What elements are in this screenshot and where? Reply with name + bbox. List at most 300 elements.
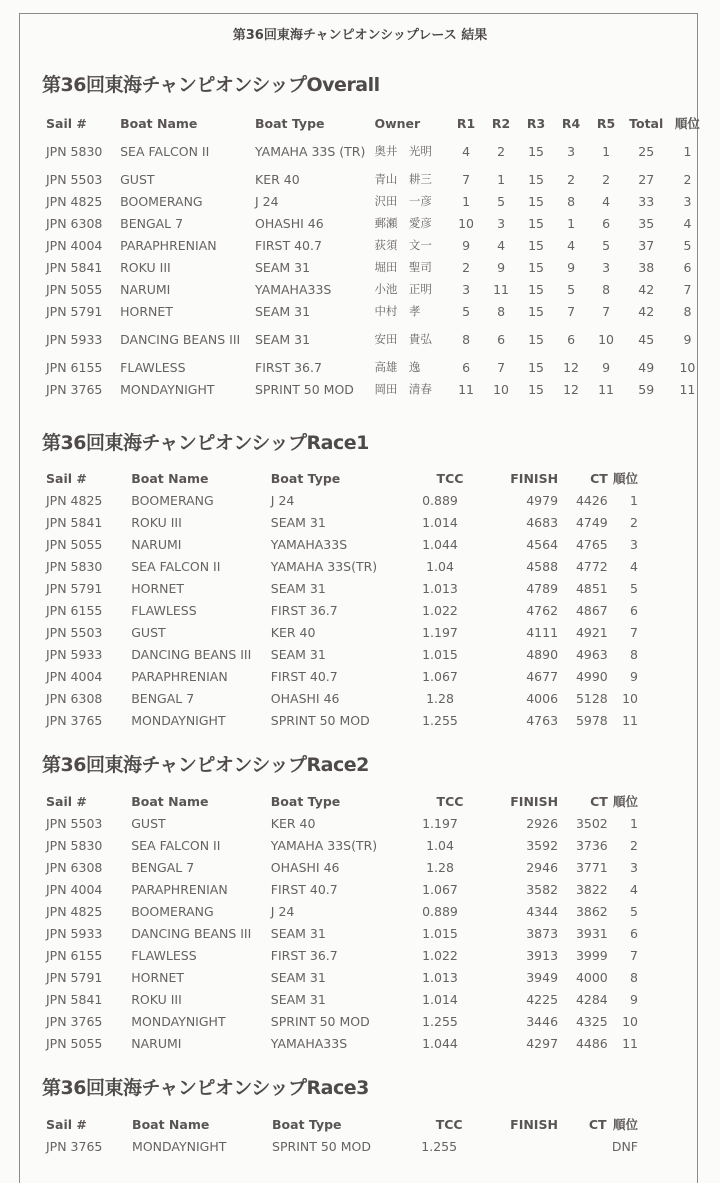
cell-rank: 10 bbox=[622, 1013, 638, 1029]
cell-rank: 6 bbox=[630, 602, 638, 618]
cell-r5: 1 bbox=[602, 143, 611, 159]
column-header-tcc: TCC bbox=[436, 470, 464, 486]
cell-sail-number: JPN 3765 bbox=[46, 381, 103, 397]
cell-r3: 15 bbox=[528, 259, 545, 275]
cell-tcc: 1.197 bbox=[422, 624, 458, 640]
cell-finish: 4789 bbox=[526, 580, 559, 596]
cell-boat-name: MONDAYNIGHT bbox=[132, 1138, 227, 1154]
table-row bbox=[46, 356, 706, 378]
cell-rank: 8 bbox=[630, 646, 638, 662]
column-header-r4: R4 bbox=[561, 115, 581, 131]
cell-finish: 4006 bbox=[526, 690, 559, 706]
cell-rank: 3 bbox=[630, 536, 638, 552]
cell-ct: 5978 bbox=[575, 712, 608, 728]
cell-rank: 4 bbox=[683, 215, 692, 231]
cell-r5: 11 bbox=[598, 381, 615, 397]
cell-ct: 3862 bbox=[575, 903, 608, 919]
cell-r1: 7 bbox=[462, 171, 471, 187]
column-header-tcc: TCC bbox=[435, 1116, 463, 1132]
cell-finish: 4225 bbox=[526, 991, 559, 1007]
cell-tcc: 1.013 bbox=[422, 580, 458, 596]
cell-boat-name: ROKU III bbox=[120, 259, 171, 275]
cell-rank: 9 bbox=[683, 331, 692, 347]
cell-tcc: 1.013 bbox=[422, 969, 458, 985]
table-row bbox=[46, 900, 638, 922]
cell-rank: 2 bbox=[630, 837, 638, 853]
table-row bbox=[46, 621, 638, 643]
cell-r4: 3 bbox=[567, 143, 576, 159]
cell-sail-number: JPN 6308 bbox=[46, 690, 103, 706]
cell-rank: 8 bbox=[630, 969, 638, 985]
cell-finish: 3873 bbox=[526, 925, 559, 941]
cell-tcc: 1.197 bbox=[422, 815, 458, 831]
cell-boat-type: SPRINT 50 MOD bbox=[270, 1013, 370, 1029]
cell-tcc: 1.04 bbox=[426, 837, 454, 853]
cell-finish: 4588 bbox=[526, 558, 559, 574]
cell-tcc: 1.28 bbox=[426, 690, 454, 706]
column-header-r3: R3 bbox=[526, 115, 546, 131]
cell-tcc: 1.022 bbox=[422, 947, 458, 963]
cell-ct bbox=[558, 1135, 607, 1157]
cell-sail-number: JPN 5791 bbox=[46, 580, 103, 596]
cell-boat-type: SPRINT 50 MOD bbox=[255, 381, 354, 397]
cell-rank: 10 bbox=[679, 359, 696, 375]
column-header-finish: FINISH bbox=[510, 1116, 558, 1132]
cell-boat-type: YAMAHA 33S (TR) bbox=[255, 143, 366, 159]
cell-rank: 3 bbox=[630, 859, 638, 875]
cell-boat-name: MONDAYNIGHT bbox=[120, 381, 215, 397]
cell-total: 38 bbox=[638, 259, 655, 275]
cell-boat-type: SEAM 31 bbox=[255, 303, 311, 319]
cell-r1: 11 bbox=[458, 381, 475, 397]
table-row bbox=[46, 812, 638, 834]
cell-ct: 3999 bbox=[575, 947, 608, 963]
cell-rank: 5 bbox=[683, 237, 692, 253]
cell-tcc: 0.889 bbox=[422, 903, 458, 919]
cell-tcc: 1.044 bbox=[422, 1035, 458, 1051]
cell-tcc: 1.015 bbox=[422, 925, 458, 941]
table-row bbox=[46, 555, 638, 577]
cell-boat-type: YAMAHA 33S(TR) bbox=[270, 558, 378, 574]
cell-rank: DNF bbox=[611, 1138, 638, 1154]
table-row bbox=[46, 665, 638, 687]
cell-rank: 6 bbox=[683, 259, 692, 275]
cell-rank: 10 bbox=[622, 690, 638, 706]
cell-boat-name: GUST bbox=[131, 815, 166, 831]
race2-section-title: 第36回東海チャンピオンシップRace2 bbox=[42, 754, 369, 776]
cell-rank: 4 bbox=[630, 881, 638, 897]
cell-boat-type: YAMAHA33S bbox=[270, 1035, 348, 1051]
cell-r4: 5 bbox=[567, 281, 576, 297]
column-header-ct: CT bbox=[590, 793, 608, 809]
cell-r3: 15 bbox=[528, 143, 545, 159]
cell-ct: 4000 bbox=[575, 969, 608, 985]
cell-tcc: 1.015 bbox=[422, 646, 458, 662]
cell-finish: 4564 bbox=[526, 536, 559, 552]
cell-boat-type: YAMAHA33S bbox=[255, 281, 332, 297]
column-header-total: Total bbox=[629, 115, 664, 131]
cell-sail-number: JPN 5503 bbox=[46, 815, 103, 831]
cell-r4: 4 bbox=[567, 237, 576, 253]
cell-finish bbox=[488, 1135, 558, 1157]
cell-r5: 5 bbox=[602, 237, 611, 253]
cell-rank: 5 bbox=[630, 903, 638, 919]
cell-boat-name: BENGAL 7 bbox=[131, 859, 195, 875]
cell-sail-number: JPN 5791 bbox=[46, 969, 103, 985]
cell-boat-type: FIRST 40.7 bbox=[255, 237, 322, 253]
table-row bbox=[46, 168, 706, 190]
cell-finish: 4111 bbox=[526, 624, 559, 640]
cell-boat-name: BOOMERANG bbox=[120, 193, 203, 209]
cell-total: 42 bbox=[638, 303, 655, 319]
cell-r3: 15 bbox=[528, 215, 545, 231]
cell-rank: 6 bbox=[630, 925, 638, 941]
cell-owner: 中村 孝 bbox=[374, 304, 421, 318]
cell-r5: 3 bbox=[602, 259, 611, 275]
cell-boat-name: BOOMERANG bbox=[131, 492, 214, 508]
cell-boat-type: SEAM 31 bbox=[270, 991, 326, 1007]
cell-r5: 6 bbox=[602, 215, 611, 231]
cell-boat-name: SEA FALCON II bbox=[120, 143, 210, 159]
cell-boat-type: SEAM 31 bbox=[270, 514, 326, 530]
cell-r2: 3 bbox=[497, 215, 506, 231]
cell-sail-number: JPN 4004 bbox=[46, 237, 103, 253]
cell-boat-name: BENGAL 7 bbox=[131, 690, 195, 706]
table-row bbox=[46, 134, 706, 168]
cell-boat-type: FIRST 36.7 bbox=[270, 602, 338, 618]
column-header-boat-name: Boat Name bbox=[120, 115, 198, 131]
cell-boat-name: HORNET bbox=[120, 303, 173, 319]
cell-sail-number: JPN 5933 bbox=[46, 646, 103, 662]
cell-sail-number: JPN 5933 bbox=[46, 331, 103, 347]
cell-rank: 7 bbox=[683, 281, 692, 297]
table-row bbox=[46, 300, 706, 322]
cell-r2: 8 bbox=[497, 303, 506, 319]
cell-boat-name: PARAPHRENIAN bbox=[131, 668, 228, 684]
column-header-boat-name: Boat Name bbox=[131, 470, 209, 486]
cell-boat-name: DANCING BEANS III bbox=[131, 646, 252, 662]
cell-finish: 3446 bbox=[526, 1013, 559, 1029]
cell-ct: 3931 bbox=[575, 925, 608, 941]
cell-boat-type: OHASHI 46 bbox=[255, 215, 324, 231]
table-row bbox=[46, 190, 706, 212]
cell-total: 42 bbox=[638, 281, 655, 297]
cell-rank: 5 bbox=[630, 580, 638, 596]
table-row bbox=[46, 511, 638, 533]
cell-sail-number: JPN 6155 bbox=[46, 602, 103, 618]
cell-boat-name: GUST bbox=[131, 624, 166, 640]
cell-ct: 4749 bbox=[575, 514, 608, 530]
cell-r1: 6 bbox=[462, 359, 471, 375]
cell-r2: 1 bbox=[497, 171, 506, 187]
cell-rank: 9 bbox=[630, 991, 638, 1007]
cell-ct: 4963 bbox=[575, 646, 608, 662]
cell-r1: 2 bbox=[462, 259, 471, 275]
cell-ct: 3502 bbox=[575, 815, 608, 831]
overall-section-title: 第36回東海チャンピオンシップOverall bbox=[42, 74, 380, 96]
cell-finish: 4683 bbox=[526, 514, 559, 530]
cell-boat-name: NARUMI bbox=[120, 281, 171, 297]
cell-ct: 4765 bbox=[575, 536, 608, 552]
cell-tcc: 1.014 bbox=[422, 991, 458, 1007]
table-row bbox=[46, 489, 638, 511]
cell-rank: 8 bbox=[683, 303, 692, 319]
cell-boat-name: HORNET bbox=[131, 969, 185, 985]
cell-boat-name: GUST bbox=[120, 171, 155, 187]
table-row bbox=[46, 577, 638, 599]
cell-boat-name: NARUMI bbox=[131, 1035, 182, 1051]
cell-sail-number: JPN 5503 bbox=[46, 171, 103, 187]
cell-finish: 4979 bbox=[526, 492, 559, 508]
cell-r1: 3 bbox=[462, 281, 471, 297]
cell-rank: 1 bbox=[630, 492, 638, 508]
cell-boat-type: KER 40 bbox=[270, 815, 316, 831]
column-header-sail-number: Sail # bbox=[46, 115, 87, 131]
cell-finish: 3913 bbox=[526, 947, 559, 963]
cell-r5: 9 bbox=[602, 359, 611, 375]
cell-r4: 8 bbox=[567, 193, 576, 209]
cell-sail-number: JPN 5503 bbox=[46, 624, 103, 640]
cell-boat-type: J 24 bbox=[270, 492, 295, 508]
cell-owner: 荻須 文一 bbox=[374, 238, 432, 252]
cell-sail-number: JPN 5055 bbox=[46, 281, 103, 297]
cell-r4: 7 bbox=[567, 303, 576, 319]
cell-rank: 11 bbox=[622, 1035, 638, 1051]
cell-boat-type: FIRST 36.7 bbox=[255, 359, 322, 375]
cell-sail-number: JPN 5841 bbox=[46, 991, 103, 1007]
column-header-boat-type: Boat Type bbox=[255, 115, 325, 131]
cell-owner: 小池 正明 bbox=[374, 282, 432, 296]
cell-sail-number: JPN 3765 bbox=[46, 712, 103, 728]
table-row bbox=[46, 856, 638, 878]
cell-rank: 7 bbox=[630, 947, 638, 963]
column-header-finish: FINISH bbox=[510, 793, 559, 809]
cell-boat-name: DANCING BEANS III bbox=[131, 925, 252, 941]
cell-r3: 15 bbox=[528, 193, 545, 209]
cell-sail-number: JPN 6308 bbox=[46, 859, 103, 875]
cell-sail-number: JPN 5841 bbox=[46, 259, 103, 275]
cell-r5: 8 bbox=[602, 281, 611, 297]
cell-sail-number: JPN 5841 bbox=[46, 514, 103, 530]
cell-r3: 15 bbox=[528, 359, 545, 375]
cell-r4: 6 bbox=[567, 331, 576, 347]
cell-boat-name: BOOMERANG bbox=[131, 903, 214, 919]
cell-ct: 4486 bbox=[575, 1035, 608, 1051]
cell-boat-name: MONDAYNIGHT bbox=[131, 1013, 226, 1029]
table-row bbox=[46, 533, 638, 555]
cell-r3: 15 bbox=[528, 171, 545, 187]
column-header-tcc: TCC bbox=[436, 793, 464, 809]
cell-boat-name: FLAWLESS bbox=[131, 947, 197, 963]
cell-sail-number: JPN 4004 bbox=[46, 881, 103, 897]
cell-total: 37 bbox=[638, 237, 655, 253]
cell-boat-name: PARAPHRENIAN bbox=[120, 237, 217, 253]
cell-boat-name: PARAPHRENIAN bbox=[131, 881, 228, 897]
cell-boat-type: SEAM 31 bbox=[255, 259, 311, 275]
cell-sail-number: JPN 4825 bbox=[46, 492, 103, 508]
cell-sail-number: JPN 5830 bbox=[46, 837, 103, 853]
cell-finish: 3582 bbox=[526, 881, 559, 897]
cell-rank: 7 bbox=[630, 624, 638, 640]
cell-ct: 4772 bbox=[575, 558, 608, 574]
cell-r2: 5 bbox=[497, 193, 506, 209]
cell-r2: 11 bbox=[493, 281, 510, 297]
cell-boat-type: KER 40 bbox=[270, 624, 316, 640]
column-header-rank: 順位 bbox=[612, 471, 638, 486]
cell-boat-name: SEA FALCON II bbox=[131, 558, 221, 574]
table-row bbox=[46, 256, 706, 278]
cell-r2: 4 bbox=[497, 237, 506, 253]
cell-boat-name: FLAWLESS bbox=[120, 359, 186, 375]
cell-total: 59 bbox=[638, 381, 655, 397]
cell-r1: 4 bbox=[462, 143, 471, 159]
column-header-rank: 順位 bbox=[674, 116, 700, 131]
cell-tcc: 1.067 bbox=[422, 881, 458, 897]
cell-sail-number: JPN 3765 bbox=[46, 1138, 103, 1154]
cell-tcc: 1.014 bbox=[422, 514, 458, 530]
table-row bbox=[46, 922, 638, 944]
cell-sail-number: JPN 3765 bbox=[46, 1013, 103, 1029]
document-title: 第36回東海チャンピオンシップレース 結果 bbox=[232, 28, 488, 43]
cell-ct: 3822 bbox=[575, 881, 608, 897]
cell-r5: 2 bbox=[602, 171, 611, 187]
cell-r4: 9 bbox=[567, 259, 576, 275]
cell-finish: 4763 bbox=[526, 712, 559, 728]
overall-results-table bbox=[46, 112, 706, 400]
cell-boat-type: KER 40 bbox=[255, 171, 300, 187]
cell-ct: 4284 bbox=[575, 991, 608, 1007]
cell-total: 49 bbox=[638, 359, 655, 375]
table-row bbox=[46, 1135, 638, 1157]
cell-owner: 青山 耕三 bbox=[374, 172, 432, 186]
cell-tcc: 1.04 bbox=[426, 558, 454, 574]
cell-boat-name: DANCING BEANS III bbox=[120, 331, 241, 347]
cell-boat-type: YAMAHA33S bbox=[270, 536, 348, 552]
cell-total: 35 bbox=[638, 215, 655, 231]
cell-finish: 3592 bbox=[526, 837, 559, 853]
table-row bbox=[46, 944, 638, 966]
column-header-ct: CT bbox=[590, 470, 608, 486]
cell-r1: 5 bbox=[462, 303, 471, 319]
cell-boat-type: FIRST 36.7 bbox=[270, 947, 338, 963]
column-header-r1: R1 bbox=[456, 115, 476, 131]
cell-tcc: 1.044 bbox=[422, 536, 458, 552]
cell-r4: 12 bbox=[563, 381, 580, 397]
table-row bbox=[46, 378, 706, 400]
cell-owner: 堀田 聖司 bbox=[374, 260, 432, 274]
cell-boat-type: OHASHI 46 bbox=[270, 859, 340, 875]
cell-ct: 4990 bbox=[575, 668, 608, 684]
cell-boat-name: FLAWLESS bbox=[131, 602, 197, 618]
cell-owner: 沢田 一彦 bbox=[374, 194, 432, 208]
cell-rank: 11 bbox=[679, 381, 696, 397]
cell-sail-number: JPN 4825 bbox=[46, 193, 103, 209]
table-row bbox=[46, 212, 706, 234]
cell-boat-name: ROKU III bbox=[131, 514, 182, 530]
cell-r3: 15 bbox=[528, 331, 545, 347]
table-row bbox=[46, 234, 706, 256]
cell-boat-type: FIRST 40.7 bbox=[270, 668, 338, 684]
cell-boat-type: SEAM 31 bbox=[255, 331, 311, 347]
cell-ct: 3771 bbox=[575, 859, 608, 875]
cell-boat-name: HORNET bbox=[131, 580, 185, 596]
cell-owner: 奥井 光明 bbox=[374, 143, 432, 158]
table-row bbox=[46, 988, 638, 1010]
cell-r3: 15 bbox=[528, 381, 545, 397]
cell-finish: 2926 bbox=[526, 815, 559, 831]
column-header-boat-type: Boat Type bbox=[270, 470, 341, 486]
table-header-row bbox=[46, 790, 638, 812]
column-header-boat-name: Boat Name bbox=[131, 793, 209, 809]
cell-r5: 4 bbox=[602, 193, 611, 209]
cell-boat-type: FIRST 40.7 bbox=[270, 881, 338, 897]
cell-total: 45 bbox=[638, 331, 655, 347]
column-header-ct: CT bbox=[588, 1116, 607, 1132]
cell-finish: 4677 bbox=[526, 668, 559, 684]
cell-finish: 2946 bbox=[526, 859, 559, 875]
column-header-finish: FINISH bbox=[510, 470, 559, 486]
cell-r3: 15 bbox=[528, 237, 545, 253]
column-header-boat-type: Boat Type bbox=[270, 793, 341, 809]
race1-results-table bbox=[46, 467, 638, 731]
cell-owner: 郵瀬 愛彦 bbox=[374, 216, 432, 230]
column-header-owner: Owner bbox=[374, 115, 421, 131]
table-row bbox=[46, 322, 706, 356]
cell-sail-number: JPN 5055 bbox=[46, 536, 103, 552]
race3-results-table bbox=[46, 1113, 638, 1157]
column-header-sail-number: Sail # bbox=[46, 470, 87, 486]
column-header-r5: R5 bbox=[596, 115, 616, 131]
column-header-r2: R2 bbox=[491, 115, 511, 131]
column-header-rank: 順位 bbox=[612, 1117, 638, 1132]
cell-boat-type: SEAM 31 bbox=[270, 646, 326, 662]
table-row bbox=[46, 834, 638, 856]
cell-owner: 岡田 清春 bbox=[374, 382, 432, 396]
cell-sail-number: JPN 5791 bbox=[46, 303, 103, 319]
cell-finish: 4762 bbox=[526, 602, 559, 618]
table-row bbox=[46, 278, 706, 300]
cell-boat-name: SEA FALCON II bbox=[131, 837, 221, 853]
cell-r3: 15 bbox=[528, 281, 545, 297]
cell-r1: 10 bbox=[458, 215, 475, 231]
cell-r2: 7 bbox=[497, 359, 506, 375]
cell-r2: 9 bbox=[497, 259, 506, 275]
cell-total: 27 bbox=[638, 171, 655, 187]
column-header-sail-number: Sail # bbox=[46, 793, 87, 809]
cell-boat-type: OHASHI 46 bbox=[270, 690, 340, 706]
cell-boat-type: SPRINT 50 MOD bbox=[270, 712, 370, 728]
cell-ct: 4851 bbox=[575, 580, 608, 596]
cell-r5: 10 bbox=[598, 331, 615, 347]
table-header-row bbox=[46, 1113, 638, 1135]
cell-tcc: 1.255 bbox=[421, 1138, 458, 1154]
table-row bbox=[46, 878, 638, 900]
column-header-boat-type: Boat Type bbox=[272, 1116, 342, 1132]
cell-rank: 4 bbox=[630, 558, 638, 574]
table-row bbox=[46, 966, 638, 988]
cell-owner: 高雄 逸 bbox=[374, 360, 421, 374]
cell-sail-number: JPN 6155 bbox=[46, 947, 103, 963]
table-row bbox=[46, 599, 638, 621]
cell-boat-type: SEAM 31 bbox=[270, 969, 326, 985]
cell-boat-name: BENGAL 7 bbox=[120, 215, 184, 231]
race3-section-title: 第36回東海チャンピオンシップRace3 bbox=[42, 1077, 369, 1099]
cell-r1: 9 bbox=[462, 237, 471, 253]
cell-r4: 1 bbox=[567, 215, 576, 231]
cell-sail-number: JPN 5830 bbox=[46, 143, 103, 159]
cell-boat-type: YAMAHA 33S(TR) bbox=[270, 837, 378, 853]
cell-boat-type: SEAM 31 bbox=[270, 925, 326, 941]
